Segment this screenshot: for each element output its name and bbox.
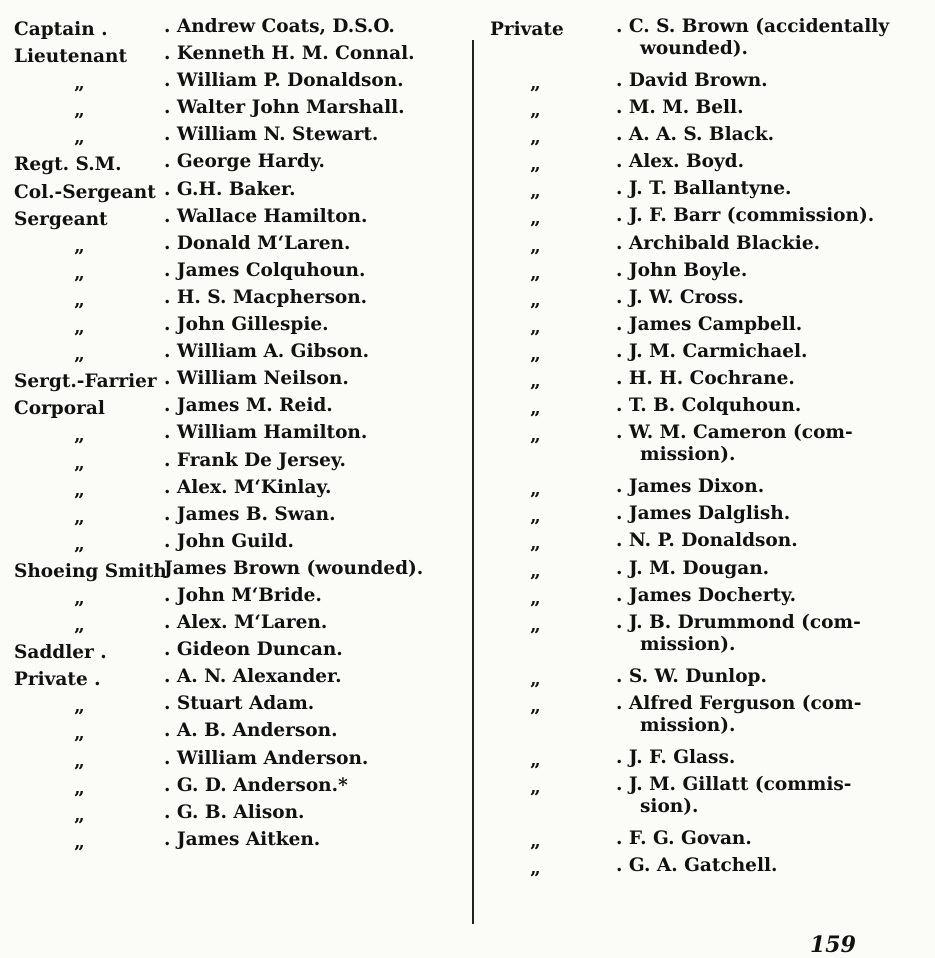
roster-entry	[14, 612, 462, 639]
roster-entry	[490, 178, 930, 205]
roster-rank: „	[74, 506, 84, 528]
roster-rank: „	[530, 614, 540, 636]
roster-rank: „	[74, 100, 84, 122]
roster-entry	[490, 476, 930, 503]
roster-entry	[490, 558, 930, 585]
roster-name-line: . James Dalglish.	[616, 503, 791, 525]
roster-entry	[490, 612, 930, 666]
roster-name-line: . J. M. Gillatt (commis-	[616, 773, 852, 795]
roster-name	[164, 179, 296, 201]
roster-entry	[14, 233, 462, 260]
roster-name	[164, 666, 342, 688]
roster-name	[616, 476, 764, 498]
roster-rank: „	[530, 208, 540, 230]
roster-name-line: . William A. Gibson.	[164, 341, 370, 363]
roster-name	[164, 151, 325, 173]
roster-name-line: . James Aitken.	[164, 828, 321, 850]
roster-rank: „	[74, 452, 84, 474]
roster-entry	[490, 287, 930, 314]
roster-entry	[490, 693, 930, 747]
roster-name	[164, 748, 368, 770]
roster-name-line: . John M‘Bride.	[164, 584, 322, 606]
roster-rank: Private	[490, 19, 564, 40]
roster-rank: „	[74, 804, 84, 826]
roster-rank: „	[530, 371, 540, 393]
roster-entry	[14, 16, 462, 43]
roster-entry	[14, 287, 462, 314]
roster-name	[164, 585, 322, 607]
roster-entry	[14, 639, 462, 666]
roster-rank: „	[530, 73, 540, 94]
roster-name	[164, 422, 367, 444]
roster-rank: „	[530, 398, 540, 420]
roster-name	[616, 341, 807, 363]
roster-entry	[14, 748, 462, 775]
roster-name-line: . James Docherty.	[616, 584, 797, 606]
roster-name-line: . H. S. Macpherson.	[164, 286, 368, 308]
roster-name-line: . William Anderson.	[164, 747, 369, 769]
roster-name-line: . J. M. Carmichael.	[616, 340, 808, 362]
roster-rank: Sergt.-Farrier	[14, 371, 157, 393]
roster-name	[164, 612, 327, 634]
roster-name-line: . James M. Reid.	[164, 395, 333, 417]
roster-name-line: . J. F. Glass.	[616, 746, 736, 768]
roster-name	[616, 530, 798, 552]
roster-name-line: . William N. Stewart.	[164, 124, 379, 146]
roster-name-line: . James Colquhoun.	[164, 259, 366, 281]
roster-rank: „	[530, 100, 540, 122]
roster-entry	[490, 16, 930, 70]
roster-name-line: . David Brown.	[616, 70, 768, 91]
roster-name-continuation: sion).	[640, 795, 699, 817]
roster-rank: Regt. S.M.	[14, 154, 122, 176]
roster-rank: Col.-Sergeant	[14, 181, 156, 203]
roster-entry	[490, 855, 930, 882]
roster-name	[164, 287, 367, 309]
roster-entry	[14, 395, 462, 422]
roster-entry	[14, 585, 462, 612]
roster-rank: „	[74, 615, 84, 637]
roster-name-continuation: mission).	[640, 714, 736, 736]
roster-name	[616, 395, 801, 417]
roster-entry	[14, 531, 462, 558]
roster-rank: „	[74, 777, 84, 799]
roster-name-line: . James Dixon.	[616, 476, 765, 498]
roster-name	[164, 43, 415, 65]
roster-name-continuation: mission).	[640, 633, 736, 655]
roster-entry	[14, 43, 462, 70]
roster-entry	[14, 422, 462, 449]
roster-name-line: . S. W. Dunlop.	[616, 665, 767, 687]
roster-rank: „	[530, 479, 540, 501]
roster-entry	[490, 124, 930, 151]
roster-name	[164, 70, 404, 92]
roster-name-line: . Alex. M‘Kinlay.	[164, 476, 332, 498]
roster-rank: „	[530, 668, 540, 690]
roster-entry	[14, 341, 462, 368]
roster-name-line: . A. B. Anderson.	[164, 720, 338, 742]
roster-entry	[490, 233, 930, 260]
roster-rank: „	[74, 73, 84, 95]
roster-name-line: . William P. Donaldson.	[164, 70, 404, 92]
roster-entry	[14, 206, 462, 233]
roster-name-line: . Andrew Coats, D.S.O.	[164, 16, 395, 37]
page-number: 159	[810, 932, 856, 958]
roster-name	[616, 666, 767, 688]
roster-name-line: James Brown (wounded).	[164, 557, 424, 579]
roster-name	[616, 774, 851, 818]
roster-rank: „	[74, 344, 84, 366]
roster-entry	[490, 341, 930, 368]
roster-name-line: . James B. Swan.	[164, 503, 336, 525]
roster-rank: „	[74, 696, 84, 718]
roster-name-line: . G. D. Anderson.*	[164, 774, 348, 796]
left-roster-column	[14, 16, 462, 856]
roster-entry	[14, 693, 462, 720]
roster-name	[616, 503, 790, 525]
roster-rank: Lieutenant	[14, 46, 128, 68]
roster-name-line: . G. B. Alison.	[164, 801, 305, 823]
roster-rank: „	[530, 425, 540, 447]
roster-name-line: . J. M. Dougan.	[616, 557, 770, 579]
roster-name-continuation: wounded).	[640, 38, 749, 59]
roster-entry	[490, 260, 930, 287]
roster-entry	[14, 775, 462, 802]
roster-entry	[14, 151, 462, 178]
roster-name	[164, 639, 343, 661]
roster-entry	[14, 314, 462, 341]
roster-name	[164, 558, 423, 580]
roster-name	[164, 97, 405, 119]
roster-entry	[14, 504, 462, 531]
roster-entry	[14, 368, 462, 395]
roster-name-line: . G. A. Gatchell.	[616, 854, 778, 876]
roster-rank: „	[530, 506, 540, 528]
roster-name-line: . G.H. Baker.	[164, 178, 296, 200]
roster-entry	[490, 151, 930, 178]
roster-name-line: . N. P. Donaldson.	[616, 530, 798, 552]
roster-rank: „	[530, 316, 540, 338]
roster-rank: „	[74, 425, 84, 447]
roster-entry	[490, 503, 930, 530]
roster-name-line: . William Neilson.	[164, 368, 349, 390]
roster-rank: „	[530, 560, 540, 582]
roster-name-line: . Walter John Marshall.	[164, 97, 405, 119]
roster-name-line: . James Campbell.	[616, 313, 803, 335]
roster-rank: „	[74, 317, 84, 339]
roster-rank: „	[530, 343, 540, 365]
roster-entry	[14, 802, 462, 829]
roster-name	[164, 124, 378, 146]
roster-name-line: . C. S. Brown (accidentally	[616, 16, 890, 37]
column-divider	[472, 40, 474, 924]
roster-name	[164, 206, 367, 228]
roster-name-line: . A. N. Alexander.	[164, 666, 342, 688]
roster-name	[616, 151, 744, 173]
roster-name-line: . J. B. Drummond (com-	[616, 611, 861, 633]
roster-name-line: . M. M. Bell.	[616, 97, 744, 119]
roster-name-line: . Donald M‘Laren.	[164, 232, 351, 254]
roster-entry	[14, 666, 462, 693]
roster-name-line: . F. G. Govan.	[616, 827, 752, 849]
roster-name-line: . Alfred Ferguson (com-	[616, 692, 862, 714]
roster-name-line: . T. B. Colquhoun.	[616, 395, 802, 417]
roster-name	[164, 450, 346, 472]
roster-name-line: . Alex. Boyd.	[616, 151, 745, 173]
roster-name-line: . Wallace Hamilton.	[164, 205, 368, 227]
roster-entry	[14, 179, 462, 206]
roster-name	[616, 585, 796, 607]
roster-rank: „	[74, 479, 84, 501]
roster-rank: „	[74, 262, 84, 284]
roster-name	[164, 260, 365, 282]
roster-rank: „	[530, 857, 540, 879]
roster-name	[616, 233, 820, 255]
roster-name	[164, 233, 350, 255]
roster-entry	[490, 530, 930, 557]
roster-name	[616, 205, 874, 227]
roster-name-line: . J. F. Barr (commission).	[616, 205, 875, 227]
roster-name	[616, 178, 791, 200]
roster-name-line: . A. A. S. Black.	[616, 124, 775, 146]
roster-name	[164, 829, 320, 851]
roster-name	[616, 368, 795, 390]
roster-name	[164, 802, 304, 824]
roster-name	[164, 504, 336, 526]
roster-entry	[490, 774, 930, 828]
roster-rank: Saddler .	[14, 642, 107, 664]
roster-name	[616, 16, 889, 60]
roster-rank: „	[530, 262, 540, 284]
roster-entry	[14, 70, 462, 97]
roster-name-continuation: mission).	[640, 444, 736, 466]
roster-name	[616, 97, 744, 119]
roster-rank: „	[74, 533, 84, 555]
roster-rank: „	[74, 127, 84, 149]
roster-name-line: . Alex. M‘Laren.	[164, 612, 328, 634]
roster-entry	[490, 314, 930, 341]
roster-entry	[14, 450, 462, 477]
roster-rank: „	[530, 749, 540, 771]
roster-name	[164, 693, 314, 715]
roster-name-line: . Frank De Jersey.	[164, 449, 346, 471]
roster-name-line: . John Guild.	[164, 530, 294, 552]
roster-rank: Sergeant	[14, 208, 108, 230]
roster-rank: „	[530, 181, 540, 203]
roster-rank: „	[74, 723, 84, 745]
roster-rank: „	[74, 289, 84, 311]
roster-name-line: . J. W. Cross.	[616, 286, 744, 308]
roster-rank: „	[530, 695, 540, 717]
right-roster-column	[490, 16, 930, 882]
roster-rank: Captain .	[14, 19, 108, 40]
roster-entry	[490, 585, 930, 612]
roster-name	[616, 693, 861, 737]
roster-name-line: . George Hardy.	[164, 151, 325, 173]
roster-rank: „	[74, 831, 84, 853]
roster-name	[616, 314, 802, 336]
roster-name-line: . Kenneth H. M. Connal.	[164, 43, 415, 65]
roster-name	[164, 341, 369, 363]
roster-rank: „	[74, 750, 84, 772]
roster-entry	[490, 747, 930, 774]
roster-rank: Corporal	[14, 398, 105, 420]
roster-entry	[490, 422, 930, 476]
roster-entry	[14, 124, 462, 151]
roster-name-line: . H. H. Cochrane.	[616, 368, 795, 390]
roster-name	[616, 422, 853, 466]
roster-rank: „	[530, 235, 540, 257]
roster-entry	[14, 260, 462, 287]
roster-name-line: . J. T. Ballantyne.	[616, 178, 792, 200]
roster-name	[616, 828, 752, 850]
roster-entry	[14, 829, 462, 856]
roster-rank: „	[530, 127, 540, 149]
roster-name-line: . Stuart Adam.	[164, 693, 315, 715]
roster-rank: Private .	[14, 669, 101, 691]
roster-entry	[490, 205, 930, 232]
roster-name	[616, 558, 769, 580]
roster-name	[616, 70, 768, 92]
roster-entry	[14, 97, 462, 124]
roster-name	[164, 720, 338, 742]
roster-entry	[14, 477, 462, 504]
roster-entry	[14, 720, 462, 747]
roster-entry	[490, 368, 930, 395]
roster-name	[616, 260, 747, 282]
roster-name	[616, 124, 774, 146]
roster-entry	[14, 558, 462, 585]
roster-name	[616, 612, 861, 656]
roster-name-line: . Gideon Duncan.	[164, 639, 343, 661]
roster-name-line: . John Gillespie.	[164, 314, 329, 336]
roster-entry	[490, 666, 930, 693]
roster-name	[616, 747, 735, 769]
roster-name-line: . John Boyle.	[616, 259, 748, 281]
roster-name	[616, 855, 777, 877]
roster-name	[164, 531, 294, 553]
roster-rank: „	[530, 830, 540, 852]
roster-name	[164, 368, 349, 390]
roster-name	[164, 314, 329, 336]
roster-rank: „	[74, 587, 84, 609]
roster-rank: „	[530, 776, 540, 798]
roster-entry	[490, 828, 930, 855]
roster-rank: Shoeing Smith	[14, 560, 167, 582]
roster-rank: „	[530, 154, 540, 176]
roster-rank: „	[74, 235, 84, 257]
roster-name-line: . William Hamilton.	[164, 422, 368, 444]
roster-rank: „	[530, 587, 540, 609]
roster-entry	[490, 97, 930, 124]
roster-entry	[490, 70, 930, 97]
roster-rank: „	[530, 289, 540, 311]
roster-name	[164, 395, 333, 417]
roster-name-line: . W. M. Cameron (com-	[616, 422, 853, 444]
roster-name	[164, 477, 332, 499]
roster-rank: „	[530, 533, 540, 555]
roster-name	[164, 775, 348, 797]
roster-name	[164, 16, 395, 38]
roster-name-line: . Archibald Blackie.	[616, 232, 821, 254]
roster-entry	[490, 395, 930, 422]
roster-name	[616, 287, 744, 309]
